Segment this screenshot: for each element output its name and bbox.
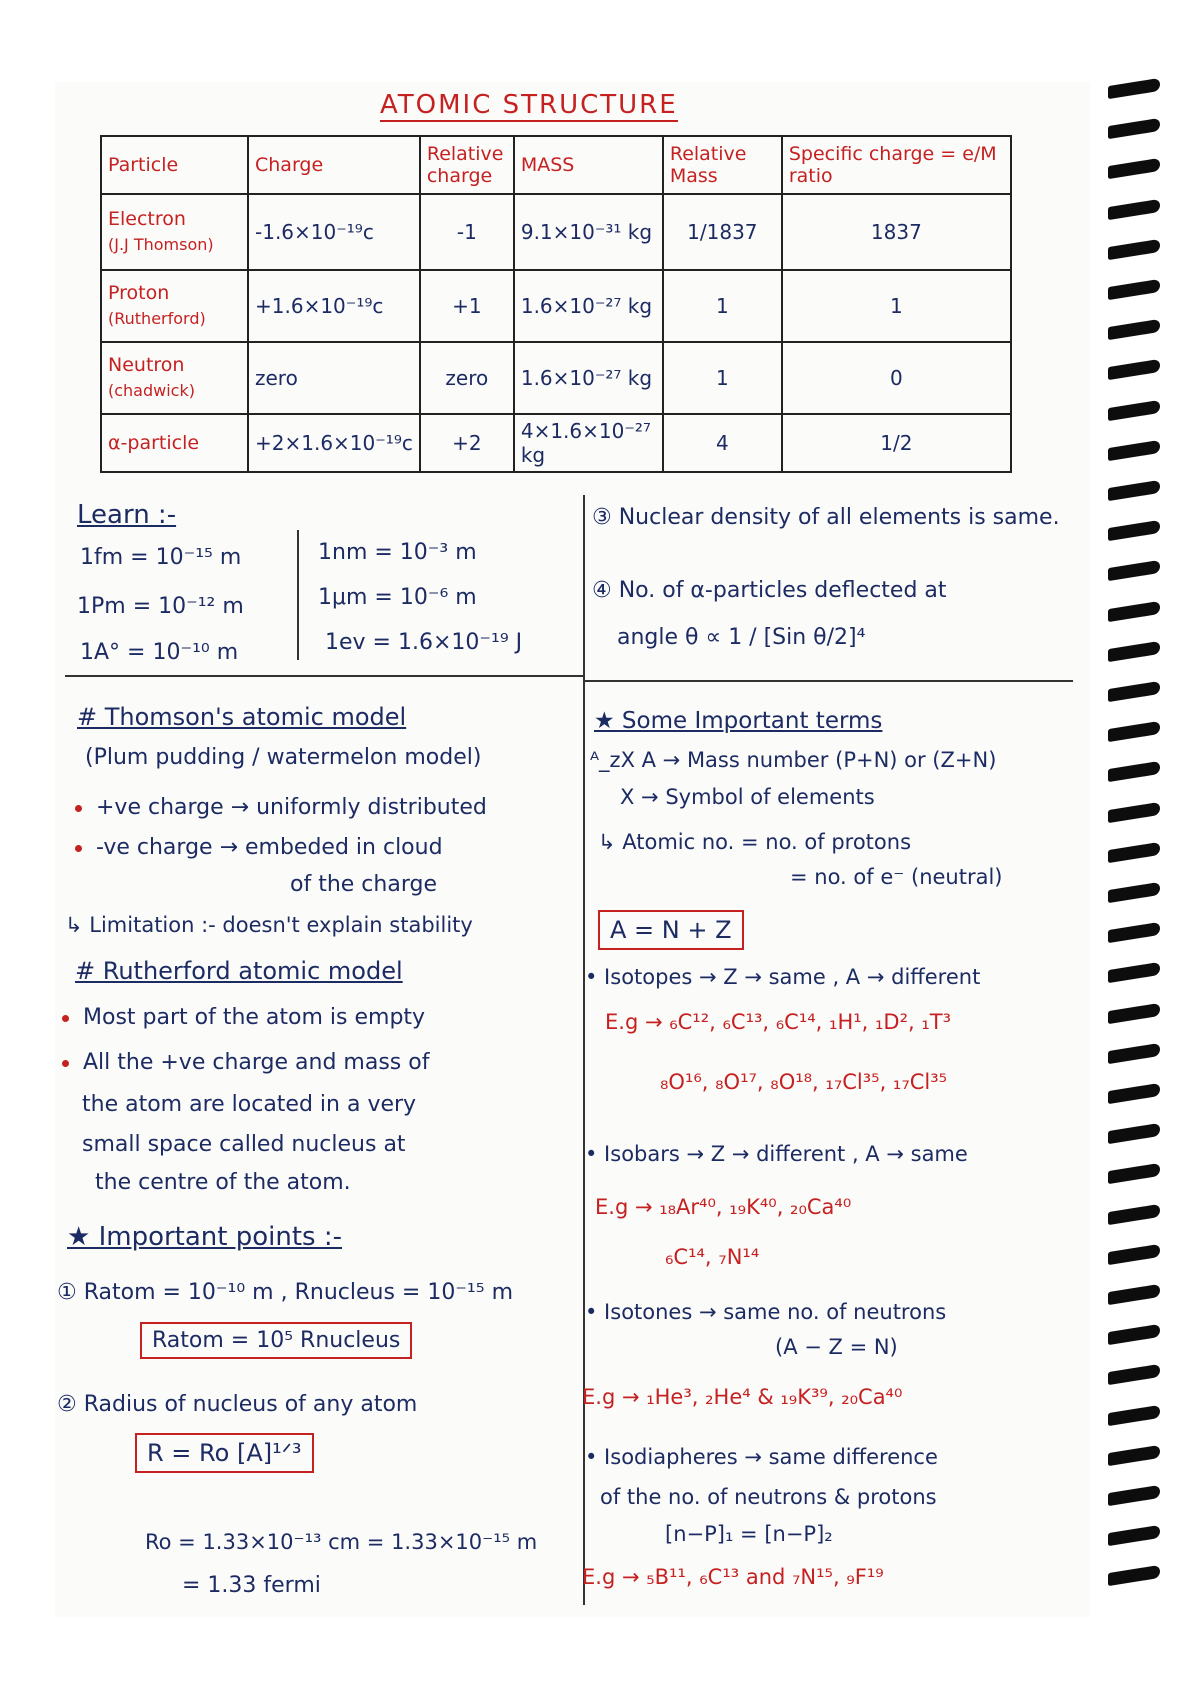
binding-ring: [1108, 1043, 1160, 1064]
binding-ring: [1108, 681, 1160, 702]
binding-ring: [1108, 1163, 1160, 1184]
point-4-formula: angle θ ∝ 1 / [Sin θ/2]⁴: [617, 625, 866, 650]
important-box-1: Ratom = 10⁵ Rnucleus: [140, 1322, 412, 1359]
section-divider: [583, 680, 1073, 682]
thomson-point: +ve charge → uniformly distributed: [96, 795, 487, 820]
terms-heading: ★ Some Important terms: [594, 708, 883, 734]
column-divider: [583, 495, 585, 1605]
learn-ev: 1ev = 1.6×10⁻¹⁹ J: [325, 630, 523, 655]
symbol-line: X → Symbol of elements: [620, 785, 875, 809]
binding-ring: [1108, 1364, 1160, 1385]
header-relative-mass: Relative Mass: [663, 136, 782, 194]
thomson-point: -ve charge → embeded in cloud: [96, 835, 443, 860]
learn-divider: [297, 530, 299, 660]
table-row: [101, 414, 1011, 472]
cell-charge: +2×1.6×10⁻¹⁹c: [248, 414, 420, 472]
isodiapheres-line: • Isodiapheres → same difference: [585, 1445, 938, 1469]
thomson-point-cont: of the charge: [290, 872, 437, 897]
binding-ring: [1108, 1565, 1160, 1586]
ro-value: Ro = 1.33×10⁻¹³ cm = 1.33×10⁻¹⁵ m: [145, 1530, 538, 1554]
binding-ring: [1108, 1525, 1160, 1546]
isodiapheres-line-2: of the no. of neutrons & protons: [600, 1485, 937, 1509]
binding-ring: [1108, 1404, 1160, 1425]
cell-mass: 4×1.6×10⁻²⁷ kg: [514, 414, 663, 472]
binding-ring: [1108, 842, 1160, 863]
isobars-example: E.g → ₁₈Ar⁴⁰, ₁₉K⁴⁰, ₂₀Ca⁴⁰: [595, 1195, 852, 1219]
isotopes-example-2: ₈O¹⁶, ₈O¹⁷, ₈O¹⁸, ₁₇Cl³⁵, ₁₇Cl³⁵: [660, 1070, 948, 1094]
cell-relative-charge: -1: [420, 194, 514, 270]
thomson-heading: # Thomson's atomic model: [77, 703, 407, 731]
cell-mass: 1.6×10⁻²⁷ kg: [514, 342, 663, 414]
header-specific-charge: Specific charge = e/M ratio: [782, 136, 1011, 194]
particle-discoverer: (Rutherford): [108, 309, 206, 328]
binding-ring: [1108, 801, 1160, 822]
binding-ring: [1108, 1324, 1160, 1345]
particle-table: [100, 135, 1012, 473]
thomson-limitation: ↳ Limitation :- doesn't explain stability: [65, 913, 473, 937]
binding-ring: [1108, 1083, 1160, 1104]
binding-ring: [1108, 1485, 1160, 1506]
atomic-number-line-2: = no. of e⁻ (neutral): [790, 865, 1003, 889]
isotopes-example: E.g → ₆C¹², ₆C¹³, ₆C¹⁴, ₁H¹, ₁D², ₁T³: [605, 1010, 952, 1034]
binding-ring: [1108, 359, 1160, 380]
binding-ring: [1108, 1244, 1160, 1265]
important-point-2: ② Radius of nucleus of any atom: [57, 1392, 418, 1417]
learn-pm: 1Pm = 10⁻¹² m: [77, 594, 244, 619]
cell-charge: zero: [248, 342, 420, 414]
binding-ring: [1108, 520, 1160, 541]
cell-relative-charge: +1: [420, 270, 514, 342]
cell-relative-mass: 1: [663, 342, 782, 414]
particle-discoverer: (chadwick): [108, 381, 195, 400]
rutherford-heading: # Rutherford atomic model: [75, 957, 403, 985]
particle-discoverer: (J.J Thomson): [108, 235, 214, 254]
binding-ring: [1108, 158, 1160, 179]
cell-charge: +1.6×10⁻¹⁹c: [248, 270, 420, 342]
particle-name: Neutron: [108, 354, 185, 376]
table-row: [101, 270, 1011, 342]
cell-relative-mass: 4: [663, 414, 782, 472]
binding-ring: [1108, 1203, 1160, 1224]
cell-specific-charge: 1/2: [782, 414, 1011, 472]
particle-name: α-particle: [108, 432, 200, 454]
bullet-icon: [75, 805, 82, 812]
binding-ring: [1108, 279, 1160, 300]
spiral-binding: [1108, 82, 1178, 1617]
binding-ring: [1108, 761, 1160, 782]
bullet-icon: [62, 1060, 69, 1067]
isotones-example: E.g → ₁He³, ₂He⁴ & ₁₉K³⁹, ₂₀Ca⁴⁰: [582, 1385, 903, 1409]
isotones-line: • Isotones → same no. of neutrons: [585, 1300, 947, 1324]
binding-ring: [1108, 1123, 1160, 1144]
rutherford-point-cont: the centre of the atom.: [95, 1170, 351, 1195]
cell-specific-charge: 1837: [782, 194, 1011, 270]
learn-angstrom: 1A° = 10⁻¹⁰ m: [80, 640, 239, 665]
binding-ring: [1108, 882, 1160, 903]
important-box-2: R = Ro [A]¹ᐟ³: [135, 1433, 314, 1473]
important-heading: ★ Important points :-: [67, 1222, 342, 1252]
section-divider: [65, 675, 583, 677]
important-point-1: ① Ratom = 10⁻¹⁰ m , Rnucleus = 10⁻¹⁵ m: [57, 1280, 513, 1305]
binding-ring: [1108, 480, 1160, 501]
isobars-example-2: ₆C¹⁴, ₇N¹⁴: [665, 1245, 760, 1269]
isodiapheres-example: E.g → ₅B¹¹, ₆C¹³ and ₇N¹⁵, ₉F¹⁹: [582, 1565, 884, 1589]
bullet-icon: [75, 845, 82, 852]
ro-fermi: = 1.33 fermi: [182, 1573, 321, 1598]
binding-ring: [1108, 560, 1160, 581]
learn-fm: 1fm = 10⁻¹⁵ m: [80, 545, 242, 570]
isotopes-line: • Isotopes → Z → same , A → different: [585, 965, 981, 989]
binding-ring: [1108, 721, 1160, 742]
isobars-line: • Isobars → Z → different , A → same: [585, 1142, 968, 1166]
rutherford-point-cont: the atom are located in a very: [82, 1092, 417, 1117]
rutherford-point: All the +ve charge and mass of: [83, 1050, 430, 1075]
cell-relative-charge: zero: [420, 342, 514, 414]
binding-ring: [1108, 641, 1160, 662]
binding-ring: [1108, 198, 1160, 219]
binding-ring: [1108, 118, 1160, 139]
binding-ring: [1108, 239, 1160, 260]
atomic-number-line: ↳ Atomic no. = no. of protons: [598, 830, 912, 854]
particle-name: Proton: [108, 282, 170, 304]
binding-ring: [1108, 600, 1160, 621]
point-3: ③ Nuclear density of all elements is same.: [592, 505, 1060, 530]
table-row: [101, 342, 1011, 414]
mass-number-line: ᴬ_zX A → Mass number (P+N) or (Z+N): [590, 748, 997, 772]
cell-relative-mass: 1/1837: [663, 194, 782, 270]
bullet-icon: [62, 1015, 69, 1022]
rutherford-point-cont: small space called nucleus at: [82, 1132, 406, 1157]
cell-relative-charge: +2: [420, 414, 514, 472]
cell-mass: 9.1×10⁻³¹ kg: [514, 194, 663, 270]
cell-specific-charge: 0: [782, 342, 1011, 414]
header-relative-charge: Relative charge: [420, 136, 514, 194]
cell-mass: 1.6×10⁻²⁷ kg: [514, 270, 663, 342]
cell-relative-mass: 1: [663, 270, 782, 342]
page-title: ATOMIC STRUCTURE: [380, 90, 678, 120]
rutherford-point: Most part of the atom is empty: [83, 1005, 426, 1030]
binding-ring: [1108, 440, 1160, 461]
isotones-formula: (A − Z = N): [775, 1335, 898, 1359]
formula-box: A = N + Z: [598, 910, 744, 950]
point-4: ④ No. of α-particles deflected at: [592, 578, 947, 603]
learn-um: 1μm = 10⁻⁶ m: [318, 585, 477, 610]
binding-ring: [1108, 962, 1160, 983]
binding-ring: [1108, 1445, 1160, 1466]
cell-specific-charge: 1: [782, 270, 1011, 342]
binding-ring: [1108, 1002, 1160, 1023]
binding-ring: [1108, 319, 1160, 340]
cell-charge: -1.6×10⁻¹⁹c: [248, 194, 420, 270]
particle-name: Electron: [108, 208, 186, 230]
header-charge: Charge: [248, 136, 420, 194]
thomson-subtitle: (Plum pudding / watermelon model): [85, 745, 482, 770]
learn-nm: 1nm = 10⁻³ m: [318, 540, 477, 565]
binding-ring: [1108, 1284, 1160, 1305]
learn-heading: Learn :-: [77, 500, 177, 530]
binding-ring: [1108, 922, 1160, 943]
header-particle: Particle: [101, 136, 248, 194]
binding-ring: [1108, 399, 1160, 420]
isodiapheres-formula: [n−P]₁ = [n−P]₂: [665, 1522, 833, 1546]
table-row: [101, 194, 1011, 270]
binding-ring: [1108, 78, 1160, 99]
header-mass: MASS: [514, 136, 663, 194]
